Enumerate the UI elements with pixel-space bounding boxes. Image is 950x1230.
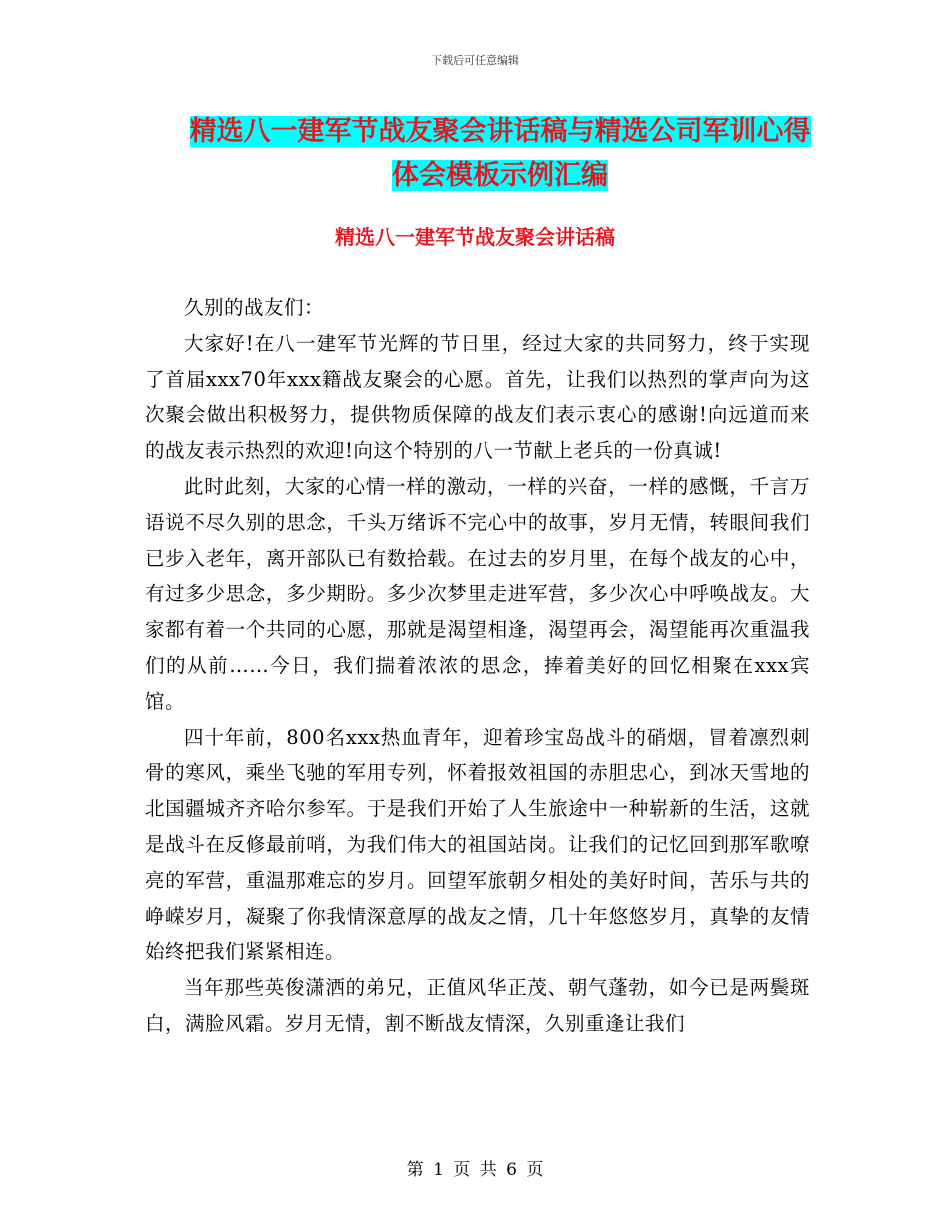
title-line-2: 体会模板示例汇编 bbox=[392, 160, 608, 191]
paragraph: 当年那些英俊潇洒的弟兄，正值风华正茂、朝气蓬勃，如今已是两鬓斑白，满脸风霜。岁月无情，割不断战友情深，久别重逢让我们 bbox=[145, 976, 810, 1035]
title-line-1: 精选八一建军节战友聚会讲话稿与精选公司军训心得 bbox=[189, 116, 811, 147]
header-note: 下载后可任意编辑 bbox=[431, 54, 519, 67]
paragraph: 此时此刻，大家的心情一样的激动，一样的兴奋，一样的感慨，千言万语说不尽久别的思念，千头万绪诉不完心中的故事，岁月无情，转眼间我们已步入老年，离开部队已有数拾载。在过去的岁月里，在每个战友的心中，有过多少思念，多少期盼。多少次梦里走进军营，多少次心中呼唤战友。大家都有着一个共同的心愿，那就是渴望相逢，渴望再会，渴望能再次重温我们的从前……今日，我们揣着浓浓的思念，捧着美好的回忆相聚在xxx宾馆。 bbox=[145, 474, 810, 713]
document-title bbox=[140, 110, 860, 198]
document-body bbox=[145, 290, 810, 1042]
paragraph-salutation: 久别的战友们： bbox=[184, 296, 325, 319]
page-footer: 第 1 页 共 6 页 bbox=[406, 1160, 544, 1180]
paragraph: 四十年前，800名xxx热血青年，迎着珍宝岛战斗的硝烟，冒着凛烈刺骨的寒风，乘坐飞驰的军用专列，怀着报效祖国的赤胆忠心，到冰天雪地的北国疆城齐齐哈尔参军。于是我们开始了人生旅途中一种崭新的生活，这就是战斗在反修最前哨，为我们伟大的祖国站岗。让我们的记忆回到那军歌嘹亮的军营，重温那难忘的岁月。回望军旅朝夕相处的美好时间，苦乐与共的峥嵘岁月，凝聚了你我情深意厚的战友之情，几十年悠悠岁月，真挚的友情始终把我们紧紧相连。 bbox=[145, 725, 810, 964]
section-title: 精选八一建军节战友聚会讲话稿 bbox=[335, 225, 615, 249]
paragraph: 大家好!在八一建军节光辉的节日里，经过大家的共同努力，终于实现了首届xxx70年xxx籍战友聚会的心愿。首先，让我们以热烈的掌声向为这次聚会做出积极努力，提供物质保障的战友们表示衷心的感谢!向远道而来的战友表示热烈的欢迎!向这个特别的八一节献上老兵的一份真诚! bbox=[145, 331, 810, 463]
